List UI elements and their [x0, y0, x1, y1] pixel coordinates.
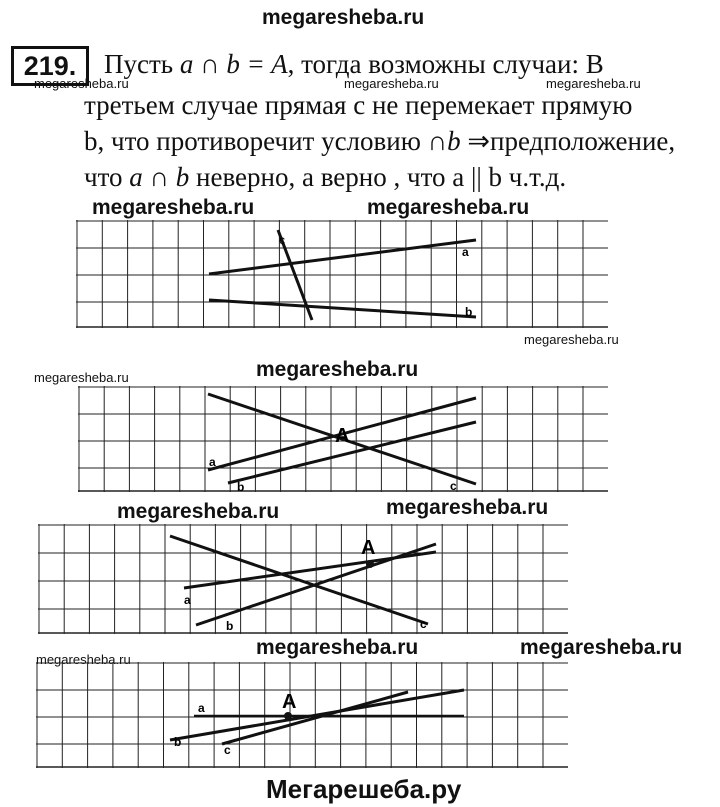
fig4-label-c: c: [224, 743, 231, 757]
fig2-label-A: A: [335, 425, 350, 447]
watermark-small-5: megaresheba.ru: [34, 370, 129, 385]
watermark-fig3-left: megaresheba.ru: [117, 500, 280, 523]
line4-math: a ∩ b: [129, 162, 190, 192]
fig4-label-A: A: [282, 691, 297, 713]
text-line-2: третьем случае прямая с не перемекает прямую: [84, 90, 633, 120]
line1-start: Пусть: [104, 49, 180, 79]
fig1-label-a: a: [462, 245, 469, 259]
figure-4-grid: [36, 662, 568, 768]
problem-number: 219.: [11, 46, 89, 86]
fig4-point-A: [284, 712, 292, 720]
line4-end: неверно, а верно , что a || b ч.т.д.: [189, 162, 567, 192]
figure-1-grid: [76, 220, 608, 328]
watermark-top: megaresheba.ru: [262, 6, 425, 29]
fig3-label-a: a: [184, 593, 191, 607]
footer-watermark: Мегарешеба.ру: [266, 774, 462, 804]
fig4-label-b: b: [174, 735, 182, 749]
fig4-label-a: a: [198, 701, 205, 715]
fig1-line-a: [209, 240, 476, 274]
fig2-label-c: c: [450, 479, 457, 492]
fig2-label-b: b: [237, 480, 245, 492]
watermark-small-2: megaresheba.ru: [344, 76, 439, 91]
watermark-small-4: megaresheba.ru: [524, 332, 619, 347]
watermark-fig4-right: megaresheba.ru: [520, 636, 683, 659]
watermark-fig1-left: megaresheba.ru: [92, 196, 255, 219]
figure-3-grid: [38, 524, 568, 634]
fig3-line-c: [170, 536, 428, 624]
line1-end: , тогда возможны случаи: В: [287, 49, 604, 79]
text-line-3: [84, 124, 675, 158]
watermark-fig1-right: megaresheba.ru: [367, 196, 530, 219]
fig1-label-c: c: [279, 233, 285, 247]
fig3-label-A: A: [361, 537, 376, 559]
watermark-small-3: megaresheba.ru: [546, 76, 641, 91]
fig2-label-a: a: [209, 455, 216, 469]
fig3-point-A: [366, 560, 374, 568]
figure-3-gridlines: [38, 524, 568, 634]
figure-1-gridlines: [76, 220, 608, 328]
fig3-label-b: b: [226, 619, 234, 633]
fig3-label-c: c: [420, 617, 427, 631]
line3-start: b, что противоречит условию: [84, 126, 428, 156]
fig1-line-b: [209, 300, 476, 317]
figure-2-grid: [78, 386, 608, 492]
line3-end: ⇒предположение,: [460, 126, 676, 156]
line3-math: ∩b: [427, 126, 461, 156]
line4-start: что: [84, 162, 130, 192]
watermark-fig2-top: megaresheba.ru: [256, 358, 419, 381]
watermark-small-1: megaresheba.ru: [34, 76, 129, 91]
fig1-label-b: b: [465, 305, 473, 319]
watermark-fig3-right: megaresheba.ru: [386, 496, 549, 519]
watermark-small-6: megaresheba.ru: [36, 652, 131, 667]
watermark-fig4-mid: megaresheba.ru: [256, 636, 419, 659]
text-line-4: [84, 160, 566, 194]
line1-math: a ∩ b = A: [179, 49, 288, 79]
